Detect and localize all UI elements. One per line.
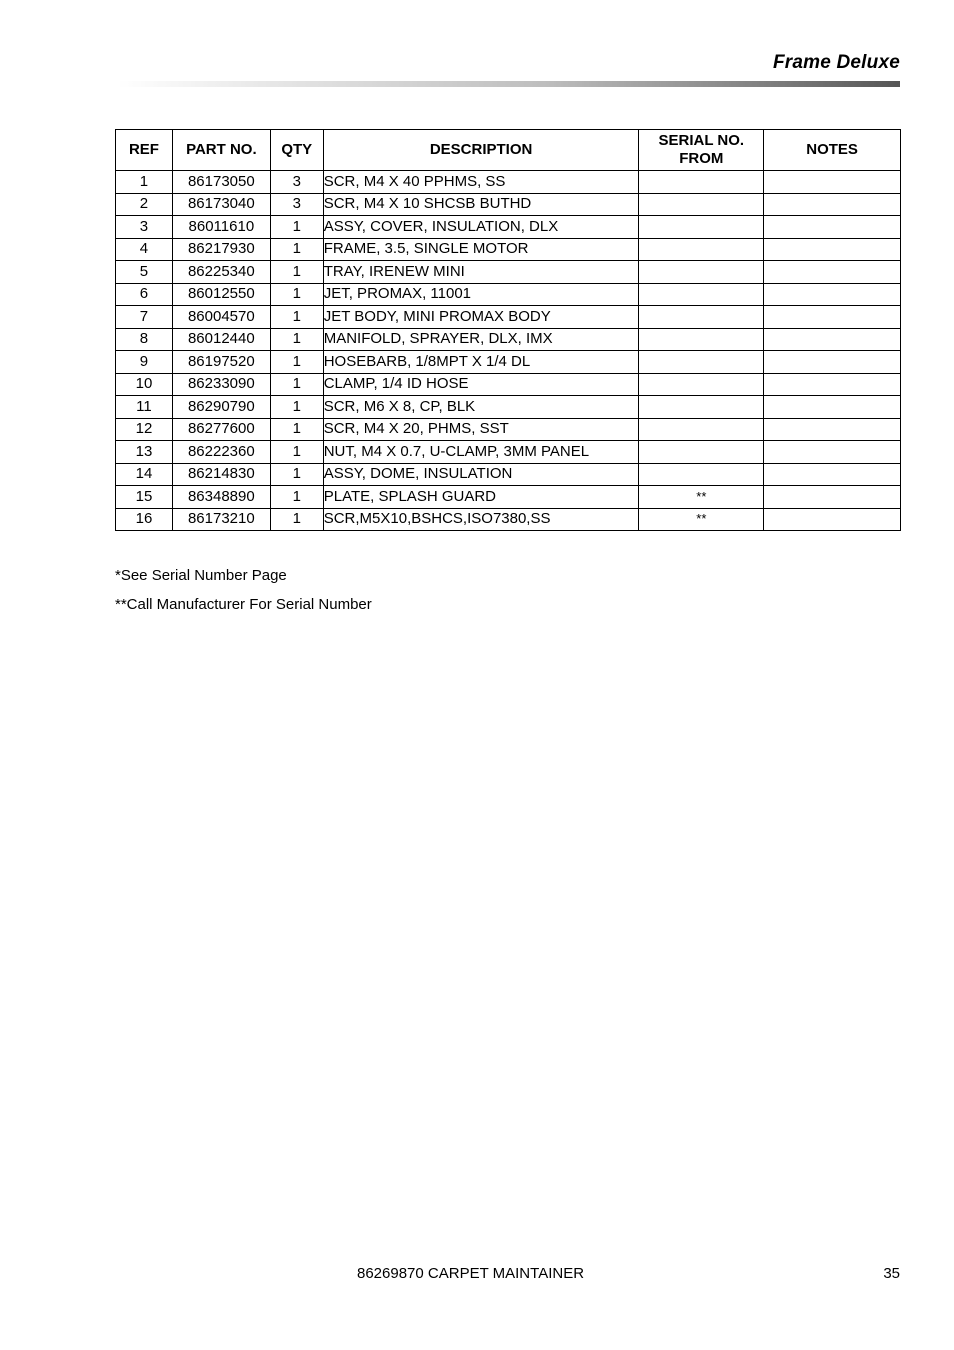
cell-notes — [764, 238, 901, 261]
cell-qty: 1 — [270, 283, 323, 306]
cell-qty: 1 — [270, 373, 323, 396]
cell-ref: 13 — [116, 441, 173, 464]
cell-notes — [764, 373, 901, 396]
cell-notes — [764, 283, 901, 306]
parts-table-body — [116, 171, 901, 531]
cell-part-no: 86012550 — [172, 283, 270, 306]
cell-serial-no — [639, 351, 764, 374]
cell-qty: 1 — [270, 463, 323, 486]
cell-serial-no — [639, 238, 764, 261]
cell-ref: 6 — [116, 283, 173, 306]
cell-description: JET, PROMAX, 11001 — [323, 283, 639, 306]
cell-qty: 1 — [270, 261, 323, 284]
cell-ref: 5 — [116, 261, 173, 284]
cell-part-no: 86011610 — [172, 216, 270, 239]
cell-part-no: 86173040 — [172, 193, 270, 216]
cell-description: ASSY, DOME, INSULATION — [323, 463, 639, 486]
cell-notes — [764, 486, 901, 509]
cell-description: FRAME, 3.5, SINGLE MOTOR — [323, 238, 639, 261]
cell-notes — [764, 306, 901, 329]
column-header-serial-line2: FROM — [679, 150, 724, 167]
cell-description: TRAY, IRENEW MINI — [323, 261, 639, 284]
cell-serial-no: ** — [639, 486, 764, 509]
cell-qty: 1 — [270, 486, 323, 509]
cell-part-no: 86222360 — [172, 441, 270, 464]
table-row — [116, 508, 901, 531]
cell-part-no: 86004570 — [172, 306, 270, 329]
table-row — [116, 306, 901, 329]
table-row — [116, 373, 901, 396]
table-row — [116, 441, 901, 464]
cell-ref: 10 — [116, 373, 173, 396]
cell-part-no: 86290790 — [172, 396, 270, 419]
cell-serial-no — [639, 193, 764, 216]
cell-serial-no — [639, 283, 764, 306]
cell-description: SCR,M5X10,BSHCS,ISO7380,SS — [323, 508, 639, 531]
cell-ref: 3 — [116, 216, 173, 239]
header-rule — [118, 81, 900, 87]
cell-part-no: 86012440 — [172, 328, 270, 351]
table-row — [116, 351, 901, 374]
cell-serial-no: ** — [639, 508, 764, 531]
cell-ref: 1 — [116, 171, 173, 194]
cell-notes — [764, 463, 901, 486]
cell-notes — [764, 261, 901, 284]
cell-description: NUT, M4 X 0.7, U-CLAMP, 3MM PANEL — [323, 441, 639, 464]
cell-qty: 1 — [270, 441, 323, 464]
cell-ref: 14 — [116, 463, 173, 486]
cell-qty: 1 — [270, 306, 323, 329]
cell-part-no: 86197520 — [172, 351, 270, 374]
cell-description: CLAMP, 1/4 ID HOSE — [323, 373, 639, 396]
cell-notes — [764, 441, 901, 464]
cell-part-no: 86233090 — [172, 373, 270, 396]
cell-part-no: 86217930 — [172, 238, 270, 261]
cell-description: SCR, M4 X 10 SHCSB BUTHD — [323, 193, 639, 216]
cell-notes — [764, 171, 901, 194]
cell-qty: 1 — [270, 396, 323, 419]
cell-serial-no — [639, 373, 764, 396]
table-row — [116, 463, 901, 486]
cell-ref: 12 — [116, 418, 173, 441]
table-row — [116, 283, 901, 306]
table-row — [116, 328, 901, 351]
cell-part-no: 86225340 — [172, 261, 270, 284]
table-row — [116, 216, 901, 239]
cell-part-no: 86277600 — [172, 418, 270, 441]
cell-part-no: 86348890 — [172, 486, 270, 509]
cell-serial-no — [639, 441, 764, 464]
cell-serial-no — [639, 216, 764, 239]
cell-part-no: 86173050 — [172, 171, 270, 194]
column-header-notes: NOTES — [764, 130, 901, 171]
cell-ref: 9 — [116, 351, 173, 374]
cell-qty: 1 — [270, 216, 323, 239]
cell-notes — [764, 418, 901, 441]
serial-number-note: *See Serial Number Page — [115, 567, 287, 584]
cell-serial-no — [639, 463, 764, 486]
cell-description: HOSEBARB, 1/8MPT X 1/4 DL — [323, 351, 639, 374]
cell-ref: 8 — [116, 328, 173, 351]
cell-ref: 11 — [116, 396, 173, 419]
cell-qty: 1 — [270, 418, 323, 441]
cell-part-no: 86173210 — [172, 508, 270, 531]
cell-description: SCR, M6 X 8, CP, BLK — [323, 396, 639, 419]
cell-qty: 3 — [270, 171, 323, 194]
cell-description: ASSY, COVER, INSULATION, DLX — [323, 216, 639, 239]
table-row — [116, 261, 901, 284]
cell-serial-no — [639, 328, 764, 351]
footer-document-title: 86269870 CARPET MAINTAINER — [357, 1265, 585, 1282]
cell-notes — [764, 508, 901, 531]
cell-qty: 3 — [270, 193, 323, 216]
cell-notes — [764, 328, 901, 351]
table-row — [116, 238, 901, 261]
cell-ref: 4 — [116, 238, 173, 261]
table-header-row — [116, 130, 901, 171]
cell-serial-no — [639, 306, 764, 329]
table-row — [116, 193, 901, 216]
column-header-serial-no-from — [639, 130, 764, 171]
table-row — [116, 171, 901, 194]
page-title: Frame Deluxe — [772, 52, 900, 73]
parts-table — [115, 129, 901, 531]
cell-notes — [764, 193, 901, 216]
cell-qty: 1 — [270, 351, 323, 374]
column-header-part-no: PART NO. — [172, 130, 270, 171]
table-row — [116, 418, 901, 441]
cell-serial-no — [639, 418, 764, 441]
column-header-description: DESCRIPTION — [323, 130, 639, 171]
cell-description: PLATE, SPLASH GUARD — [323, 486, 639, 509]
cell-description: JET BODY, MINI PROMAX BODY — [323, 306, 639, 329]
cell-description: SCR, M4 X 20, PHMS, SST — [323, 418, 639, 441]
column-header-ref: REF — [116, 130, 173, 171]
cell-notes — [764, 351, 901, 374]
column-header-serial-line1: SERIAL NO. — [658, 132, 745, 149]
cell-description: SCR, M4 X 40 PPHMS, SS — [323, 171, 639, 194]
cell-description: MANIFOLD, SPRAYER, DLX, IMX — [323, 328, 639, 351]
cell-qty: 1 — [270, 508, 323, 531]
cell-ref: 7 — [116, 306, 173, 329]
cell-qty: 1 — [270, 238, 323, 261]
column-header-qty: QTY — [270, 130, 323, 171]
table-row — [116, 486, 901, 509]
cell-serial-no — [639, 261, 764, 284]
cell-ref: 2 — [116, 193, 173, 216]
cell-notes — [764, 216, 901, 239]
cell-part-no: 86214830 — [172, 463, 270, 486]
cell-serial-no — [639, 171, 764, 194]
page-number: 35 — [883, 1265, 900, 1282]
call-manufacturer-note: **Call Manufacturer For Serial Number — [115, 596, 372, 613]
cell-serial-no — [639, 396, 764, 419]
cell-notes — [764, 396, 901, 419]
table-row — [116, 396, 901, 419]
cell-qty: 1 — [270, 328, 323, 351]
cell-ref: 16 — [116, 508, 173, 531]
cell-ref: 15 — [116, 486, 173, 509]
